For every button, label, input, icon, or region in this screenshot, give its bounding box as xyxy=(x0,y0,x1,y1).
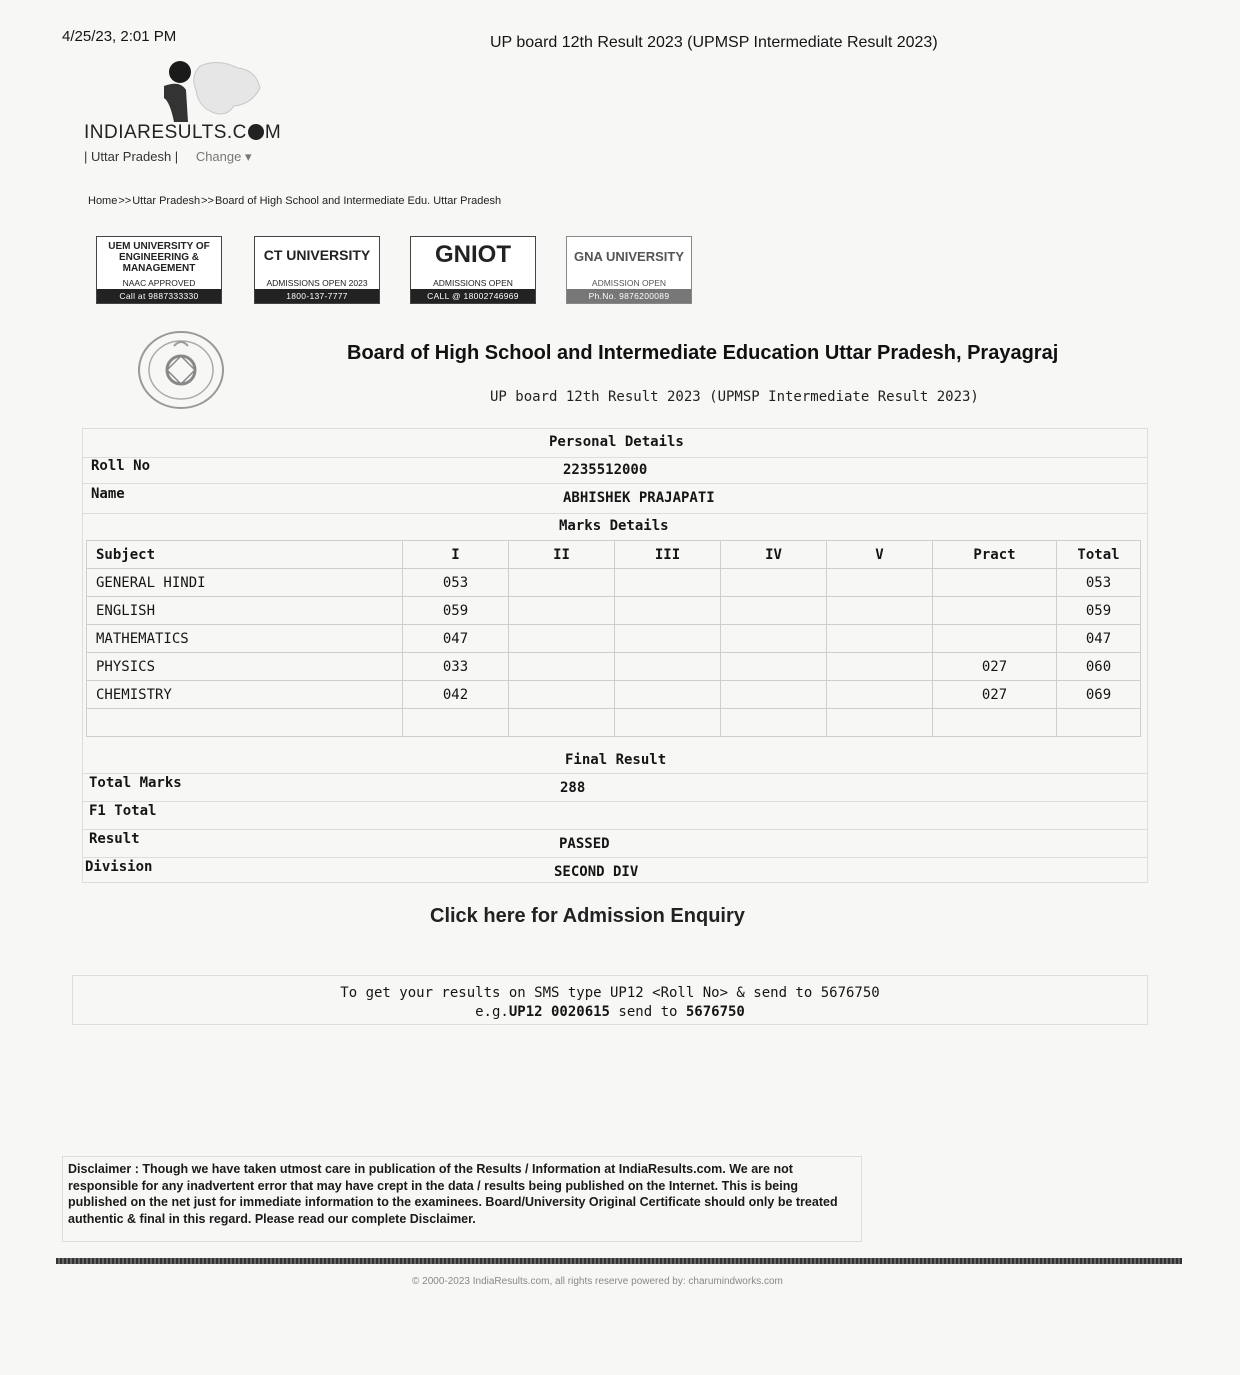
mark-iii xyxy=(615,569,721,597)
marks-row xyxy=(87,569,1141,597)
mark-v xyxy=(827,681,933,709)
subject-name: MATHEMATICS xyxy=(87,625,403,653)
marks-details-heading: Marks Details xyxy=(559,518,669,534)
mark-v xyxy=(827,653,933,681)
subject-name xyxy=(87,709,403,737)
result-subtitle: UP board 12th Result 2023 (UPMSP Intermediate Result 2023) xyxy=(490,389,979,405)
sms-line-2: e.g.UP12 0020615 send to 5676750 xyxy=(475,1004,745,1020)
name-value: ABHISHEK PRAJAPATI xyxy=(563,490,715,506)
breadcrumb-board[interactable]: Board of High School and Intermediate Edu. Uttar Pradesh xyxy=(214,195,502,207)
mark-ii xyxy=(509,709,615,737)
mark-ii xyxy=(509,681,615,709)
mark-iii xyxy=(615,709,721,737)
mark-iii xyxy=(615,597,721,625)
mark-total: 059 xyxy=(1057,597,1141,625)
copyright-text: © 2000-2023 IndiaResults.com, all rights reserve powered by: charumindworks.com xyxy=(412,1276,783,1287)
name-label: Name xyxy=(91,486,125,502)
marks-row xyxy=(87,709,1141,737)
state-name: | Uttar Pradesh | xyxy=(84,149,179,164)
mark-pract xyxy=(933,569,1057,597)
mark-i: 053 xyxy=(403,569,509,597)
final-result-heading: Final Result xyxy=(565,752,667,768)
mark-ii xyxy=(509,625,615,653)
division-value: SECOND DIV xyxy=(554,864,639,880)
ad-ct-university[interactable]: CT UNIVERSITY ADMISSIONS OPEN 2023 1800-137-7777 xyxy=(254,236,380,304)
result-value: PASSED xyxy=(559,836,610,852)
ad-gniot[interactable]: GNIOT ADMISSIONS OPEN CALL @ 18002746969 xyxy=(410,236,536,304)
marks-row xyxy=(87,653,1141,681)
state-selector xyxy=(84,149,252,165)
disclaimer-text: Disclaimer : Though we have taken utmost care in publication of the Results / Information at IndiaResults.com. We are not responsible for any inadvertent error that may have crept in the data / results being published on the Internet. This is being published on the net just for immediate information to the examinees. Board/University Original Certificate should only be treated authentic & final in this regard. Please read our complete xyxy=(68,1162,838,1226)
mark-i xyxy=(403,709,509,737)
mark-pract xyxy=(933,597,1057,625)
ad-uem[interactable]: UEM UNIVERSITY OF ENGINEERING & MANAGEMENT NAAC APPROVED Call at 9887333330 xyxy=(96,236,222,304)
mark-total: 053 xyxy=(1057,569,1141,597)
mark-ii xyxy=(509,569,615,597)
subject-name: PHYSICS xyxy=(87,653,403,681)
col-paper-5: V xyxy=(827,541,933,569)
mark-iii xyxy=(615,653,721,681)
f1-total-label: F1 Total xyxy=(89,803,157,819)
mark-pract: 027 xyxy=(933,653,1057,681)
mark-v xyxy=(827,625,933,653)
admission-enquiry-link[interactable]: Click here for Admission Enquiry xyxy=(430,905,745,927)
col-paper-4: IV xyxy=(721,541,827,569)
breadcrumb-home[interactable]: Home xyxy=(88,195,118,207)
breadcrumb-state[interactable]: Uttar Pradesh xyxy=(132,195,201,207)
mark-v xyxy=(827,569,933,597)
mark-iv xyxy=(721,569,827,597)
mark-iv xyxy=(721,597,827,625)
mark-i: 042 xyxy=(403,681,509,709)
mark-iii xyxy=(615,681,721,709)
board-seal-icon xyxy=(136,330,226,410)
mark-pract xyxy=(933,709,1057,737)
board-title: Board of High School and Intermediate Education Uttar Pradesh, Prayagraj xyxy=(347,342,1059,364)
roll-no-label: Roll No xyxy=(91,458,151,474)
marks-header-row xyxy=(87,541,1141,569)
sms-info-box xyxy=(72,975,1148,1025)
mark-iv xyxy=(721,681,827,709)
mark-total xyxy=(1057,709,1141,737)
total-marks-label: Total Marks xyxy=(89,775,182,791)
marks-row xyxy=(87,625,1141,653)
marks-row xyxy=(87,597,1141,625)
disclaimer-box xyxy=(62,1156,862,1242)
mark-iv xyxy=(721,625,827,653)
ad-gna-university[interactable]: GNA UNIVERSITY ADMISSION OPEN Ph.No. 9876200089 xyxy=(566,236,692,304)
mark-total: 069 xyxy=(1057,681,1141,709)
sms-line-1: To get your results on SMS type UP12 <Roll No> & send to 5676750 xyxy=(340,985,880,1001)
mark-total: 047 xyxy=(1057,625,1141,653)
marks-table xyxy=(86,540,1141,737)
mark-v xyxy=(827,597,933,625)
mark-pract: 027 xyxy=(933,681,1057,709)
disclaimer-link[interactable]: Disclaimer. xyxy=(409,1211,476,1226)
logo-mark-icon xyxy=(160,60,270,122)
mark-i: 047 xyxy=(403,625,509,653)
mark-total: 060 xyxy=(1057,653,1141,681)
marks-row xyxy=(87,681,1141,709)
mark-iv xyxy=(721,653,827,681)
mark-pract xyxy=(933,625,1057,653)
subject-name: ENGLISH xyxy=(87,597,403,625)
mark-iii xyxy=(615,625,721,653)
footer-divider xyxy=(56,1258,1182,1264)
subject-name: CHEMISTRY xyxy=(87,681,403,709)
mark-ii xyxy=(509,653,615,681)
division-label: Division xyxy=(85,859,153,875)
breadcrumb: Home>>Uttar Pradesh>>Board of High School and Intermediate Edu. Uttar Pradesh xyxy=(88,195,502,207)
mark-i: 033 xyxy=(403,653,509,681)
total-marks-value: 288 xyxy=(560,780,586,796)
print-title: UP board 12th Result 2023 (UPMSP Intermediate Result 2023) xyxy=(490,34,938,51)
site-logo[interactable] xyxy=(84,60,284,170)
personal-details-heading: Personal Details xyxy=(549,434,684,450)
col-paper-1: I xyxy=(403,541,509,569)
subject-name: GENERAL HINDI xyxy=(87,569,403,597)
col-subject: Subject xyxy=(87,541,403,569)
mark-i: 059 xyxy=(403,597,509,625)
col-practical: Pract xyxy=(933,541,1057,569)
col-paper-2: II xyxy=(509,541,615,569)
roll-no-value: 2235512000 xyxy=(563,462,648,478)
mark-iv xyxy=(721,709,827,737)
result-label: Result xyxy=(89,831,140,847)
col-paper-3: III xyxy=(615,541,721,569)
logo-text: INDIARESULTS.C M xyxy=(84,122,282,143)
col-total: Total xyxy=(1057,541,1141,569)
print-date: 4/25/23, 2:01 PM xyxy=(62,28,177,45)
mark-v xyxy=(827,709,933,737)
mark-ii xyxy=(509,597,615,625)
change-state-link[interactable]: Change ▾ xyxy=(195,149,252,164)
